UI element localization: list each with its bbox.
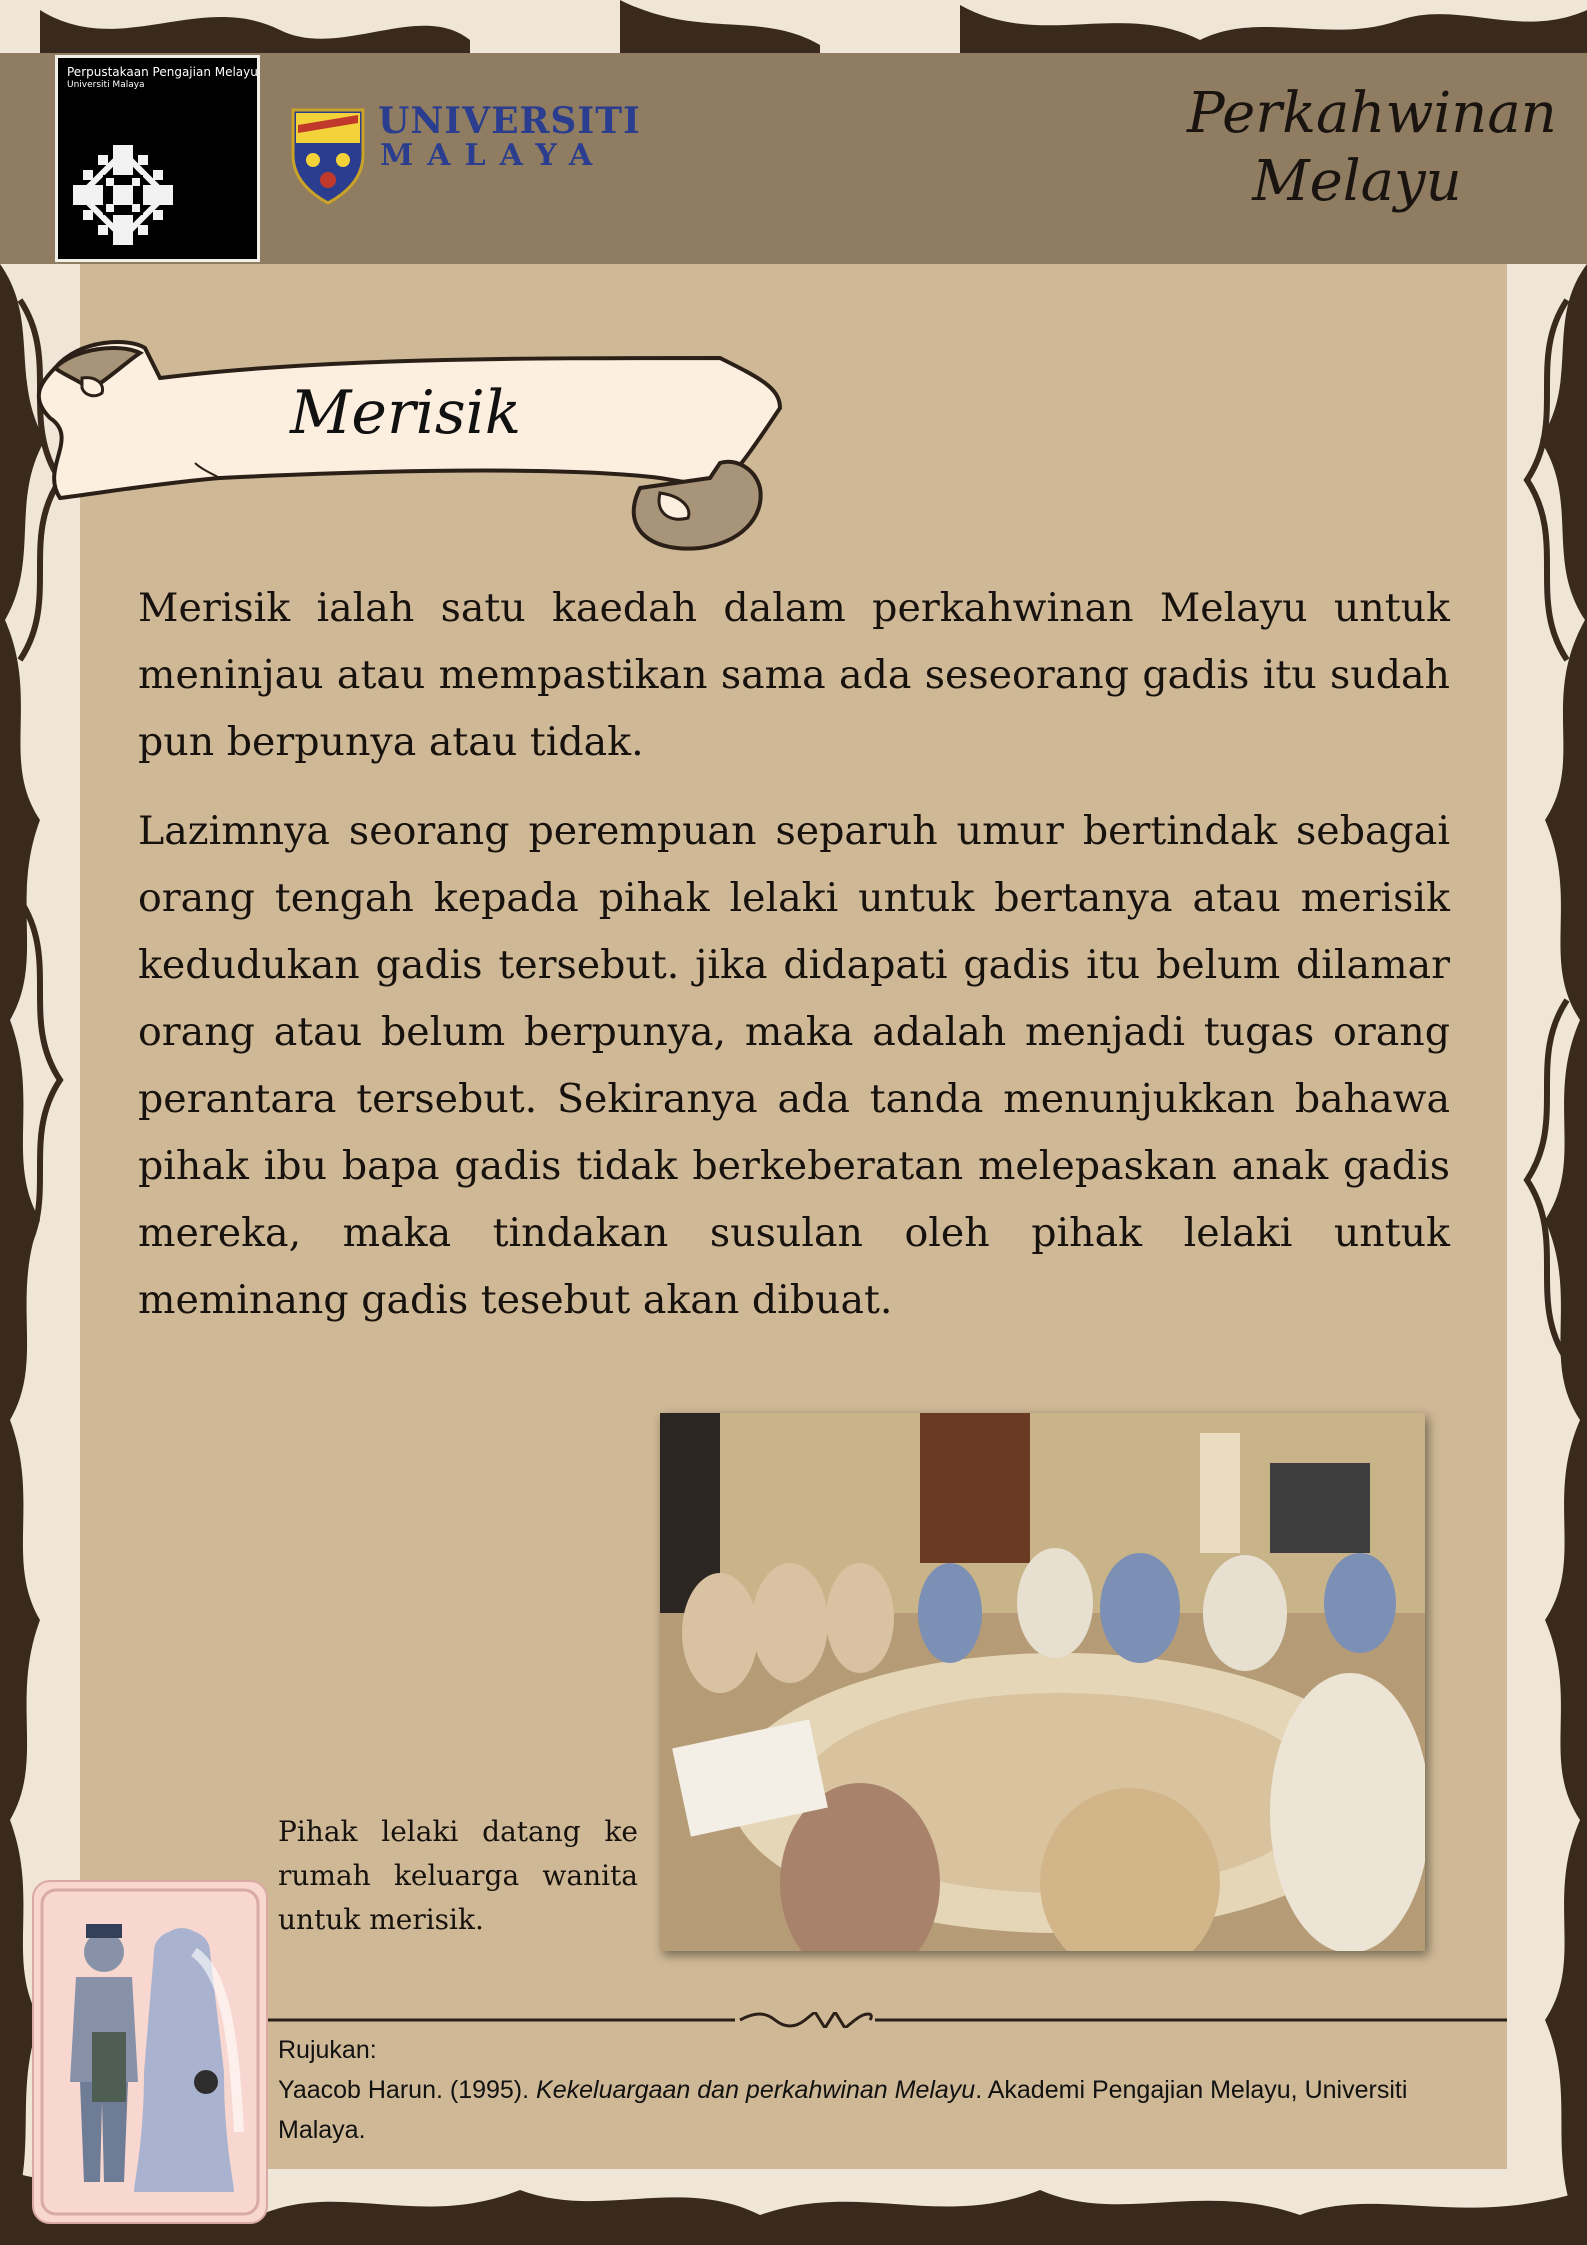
document-title-line2: Melayu	[1252, 149, 1462, 214]
merisik-gathering-photo	[660, 1413, 1425, 1951]
reference-publisher: . Akademi Pengajian Melayu, Universiti Malaya.	[278, 2076, 1408, 2144]
body-paragraph: Lazimnya seorang perempuan separuh umur bertindak sebagai orang tengah kepada pihak lelaki untuk bertanya atau merisik kedudukan gadis tersebut. jika didapati gadis itu belum dilamar orang atau belum berpunya, maka adalah menjadi tugas orang perantara tersebut. Sekiranya ada tanda menunjukkan bahawa pihak ibu bapa gadis tidak berkeberatan melepaskan anak gadis mereka, maka tindakan susulan oleh pihak lelaki untuk meminang gadis tesebut akan dibuat.	[138, 808, 1450, 1323]
couple-illustration	[32, 1880, 268, 2224]
bride-groom-icon	[34, 1882, 266, 2222]
document-title-line1: Perkahwinan	[1187, 81, 1557, 146]
intro-paragraph: Merisik ialah satu kaedah dalam perkahwinan Melayu untuk meninjau atau mempastikan sama ada seseorang gadis itu sudah pun berpunya atau tidak.	[138, 585, 1450, 765]
references	[278, 2030, 1478, 2150]
section-title: Merisik	[290, 378, 522, 448]
reference-book-title: Kekeluargaan dan perkahwinan Melayu	[536, 2076, 976, 2104]
library-motif-icon	[68, 140, 178, 250]
ornamental-divider	[265, 2012, 1507, 2028]
library-logo-line2: Universiti Malaya	[67, 80, 145, 90]
reference-author-year: Yaacob Harun. (1995).	[278, 2076, 537, 2104]
library-logo-line1: Perpustakaan Pengajian Melayu	[67, 65, 258, 79]
library-logo	[55, 55, 260, 262]
university-name-line1: UNIVERSITI	[378, 100, 641, 142]
references-label: Rujukan:	[278, 2036, 377, 2064]
university-name-line2: MALAYA	[380, 138, 607, 173]
document-title	[1187, 80, 1557, 216]
university-logo	[288, 100, 641, 210]
photo-caption: Pihak lelaki datang ke rumah keluarga wanita untuk merisik.	[278, 1815, 638, 1936]
reference-entry	[278, 2070, 1478, 2150]
university-crest-icon	[288, 105, 368, 205]
